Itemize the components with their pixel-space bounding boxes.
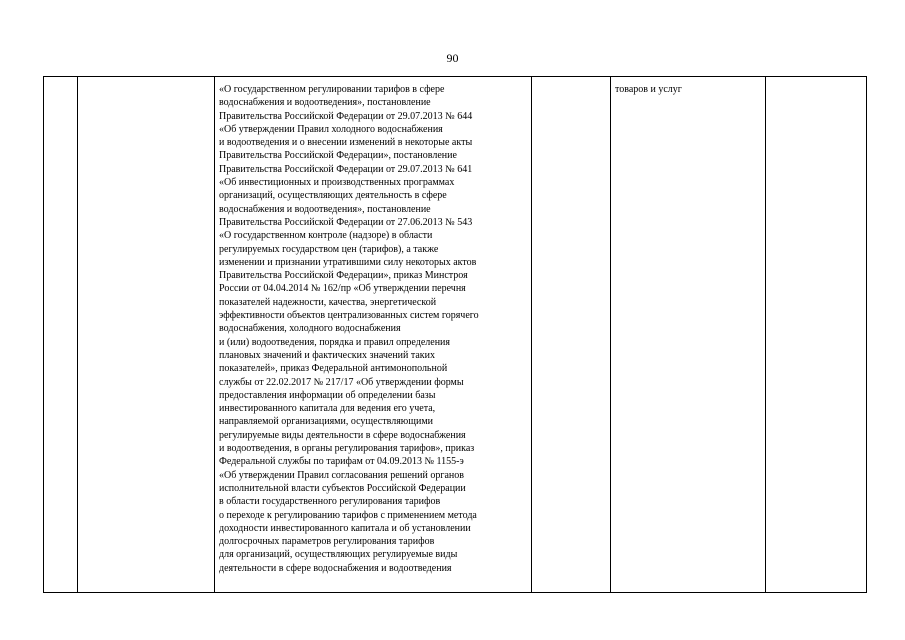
text-line: и (или) водоотведения, порядка и правил определения: [219, 336, 451, 348]
text-line: и водоотведения, в органы регулирования тарифов», приказ: [219, 443, 475, 455]
text-line: регулируемые виды деятельности в сфере водоснабжения: [219, 429, 466, 441]
text-line: «Об утверждении Правил согласования решений органов: [219, 469, 464, 481]
text-line: исполнительной власти субъектов Российской Федерации: [219, 482, 466, 494]
text-line: Правительства Российской Федерации от 29.07.2013 № 644: [219, 110, 473, 122]
table-row: [44, 77, 867, 593]
description-text: товаров и услуг: [615, 84, 682, 95]
text-line: Федеральной службы по тарифам от 04.09.2013 № 1155-э: [219, 456, 464, 468]
text-line: водоснабжения и водоотведения», постановление: [219, 203, 431, 215]
text-line: службы от 22.02.2017 № 217/17 «Об утверждении формы: [219, 376, 464, 388]
text-line: водоснабжения, холодного водоснабжения: [219, 323, 401, 335]
text-line: эффективности объектов централизованных систем горячего: [219, 310, 479, 322]
text-line: о переходе к регулированию тарифов с применением метода: [219, 509, 477, 521]
text-line: и водоотведения и о внесении изменений в некоторые акты: [219, 137, 473, 149]
legal-basis-text: [215, 77, 531, 575]
text-line: водоснабжения и водоотведения», постановление: [219, 97, 431, 109]
text-line: изменении и признании утратившими силу некоторых актов: [219, 256, 477, 268]
text-line: России от 04.04.2014 № 162/пр «Об утверждении перечня: [219, 283, 466, 295]
table-cell-number: [44, 77, 78, 593]
text-line: «Об инвестиционных и производственных программах: [219, 177, 455, 189]
text-line: деятельности в сфере водоснабжения и водоотведения: [219, 562, 452, 574]
table-cell-description: [611, 77, 766, 593]
text-line: Правительства Российской Федерации», приказ Минстроя: [219, 270, 468, 282]
page-number: 90: [446, 51, 459, 65]
text-line: в области государственного регулирования тарифов: [219, 496, 441, 508]
text-line: организаций, осуществляющих деятельность в сфере: [219, 190, 447, 202]
text-line: плановых значений и фактических значений таких: [219, 349, 436, 361]
text-line: Правительства Российской Федерации», постановление: [219, 150, 457, 162]
text-line: показателей», приказ Федеральной антимонопольной: [219, 363, 448, 375]
table-cell-note: [766, 77, 867, 593]
text-line: инвестированного капитала для ведения его учета,: [219, 403, 436, 415]
text-line: «О государственном контроле (надзоре) в области: [219, 230, 433, 242]
text-line: направляемой организациями, осуществляющими: [219, 416, 433, 428]
table-cell-term: [532, 77, 611, 593]
text-line: «Об утверждении Правил холодного водоснабжения: [219, 123, 443, 135]
text-line: для организаций, осуществляющих регулируемые виды: [219, 549, 458, 561]
text-line: доходности инвестированного капитала и об установлении: [219, 522, 471, 534]
text-line: Правительства Российской Федерации от 29.07.2013 № 641: [219, 163, 473, 175]
text-line: показателей надежности, качества, энергетической: [219, 296, 437, 308]
text-line: долгосрочных параметров регулирования тарифов: [219, 536, 435, 548]
text-line: предоставления информации об определении базы: [219, 389, 436, 401]
table-cell-legal-basis: [215, 77, 532, 593]
document-table: [43, 76, 867, 593]
table-cell-name: [78, 77, 215, 593]
text-line: Правительства Российской Федерации от 27.06.2013 № 543: [219, 216, 473, 228]
text-line: регулируемых государством цен (тарифов), а также: [219, 243, 439, 255]
text-line: «О государственном регулировании тарифов в сфере: [219, 84, 445, 95]
